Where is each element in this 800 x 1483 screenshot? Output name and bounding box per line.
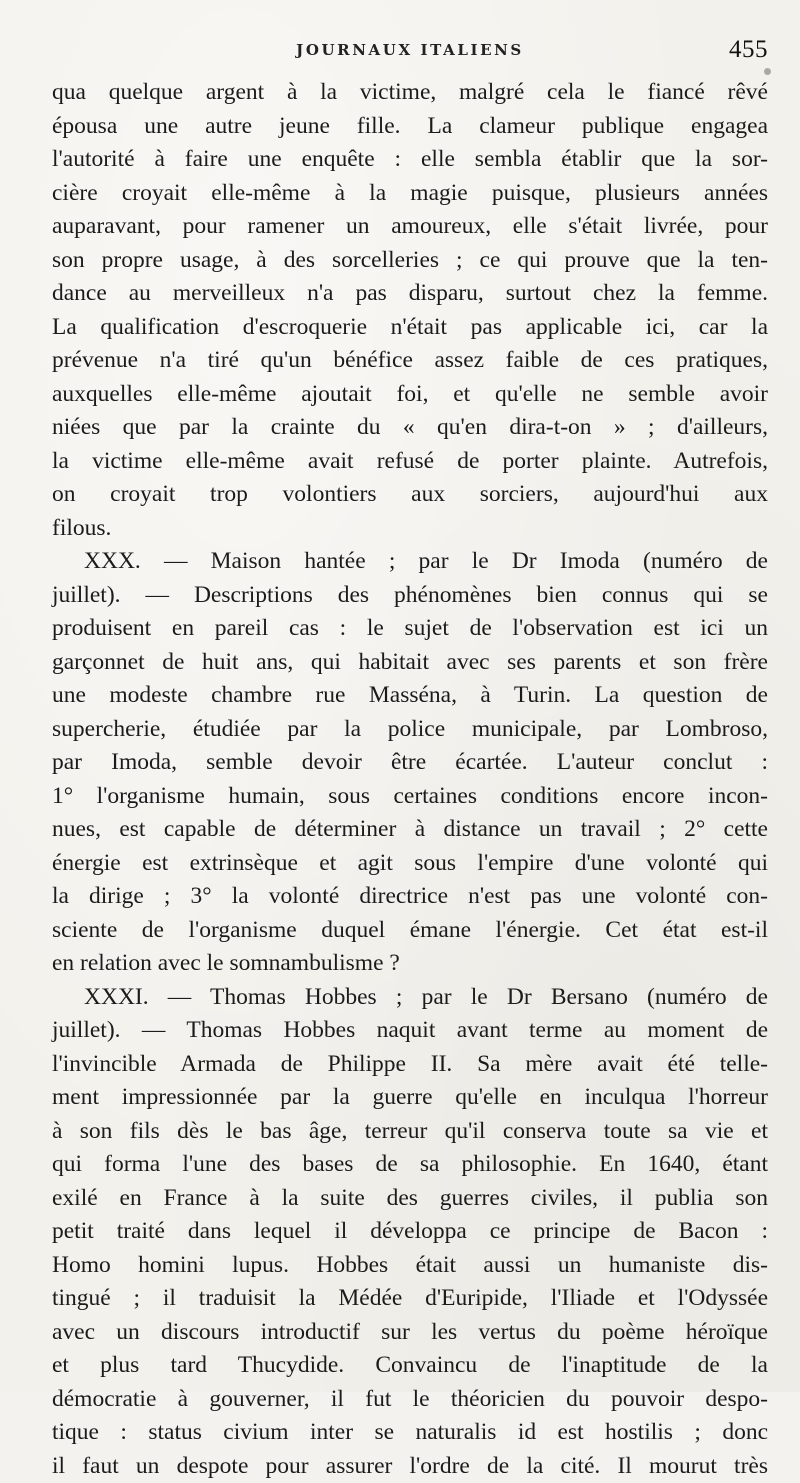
page-header	[52, 36, 768, 70]
text-line: la victime elle-même avait refusé de porter plainte. Autrefois,	[52, 445, 768, 479]
text-line: on croyait trop volontiers aux sorciers, aujourd'hui aux	[52, 478, 768, 512]
text-line: tingué ; il traduisit la Médée d'Euripide, l'Iliade et l'Odyssée	[52, 1282, 768, 1316]
text-line: Homo homini lupus. Hobbes était aussi un humaniste dis-	[52, 1249, 768, 1283]
text-line: La qualification d'escroquerie n'était pas applicable ici, car la	[52, 311, 768, 345]
page-number: 455	[729, 36, 768, 64]
text-line: cière croyait elle-même à la magie puisque, plusieurs années	[52, 177, 768, 211]
text-line: dance au merveilleux n'a pas disparu, surtout chez la femme.	[52, 277, 768, 311]
running-head: JOURNAUX ITALIENS	[52, 41, 768, 59]
text-line: juillet). — Thomas Hobbes naquit avant terme au moment de	[52, 1014, 768, 1048]
text-line: prévenue n'a tiré qu'un bénéfice assez faible de ces pratiques,	[52, 344, 768, 378]
text-line: tique : status civium inter se naturalis id est hostilis ; donc	[52, 1416, 768, 1450]
text-line: auparavant, pour ramener un amoureux, elle s'était livrée, pour	[52, 210, 768, 244]
text-line: énergie est extrinsèque et agit sous l'empire d'une volonté qui	[52, 847, 768, 881]
text-line: qui forma l'une des bases de sa philosophie. En 1640, étant	[52, 1148, 768, 1182]
text-line: ment impressionnée par la guerre qu'elle en inculqua l'horreur	[52, 1081, 768, 1115]
text-line: épousa une autre jeune fille. La clameur publique engagea	[52, 110, 768, 144]
text-line: auxquelles elle-même ajoutait foi, et qu'elle ne semble avoir	[52, 378, 768, 412]
section-xxx-heading-line: XXX. — Maison hantée ; par le Dr Imoda (numéro de	[52, 545, 768, 579]
paragraph-end-line: filous.	[52, 512, 768, 546]
text-line: garçonnet de huit ans, qui habitait avec ses parents et son frère	[52, 646, 768, 680]
text-line: 1° l'organisme humain, sous certaines conditions encore incon-	[52, 780, 768, 814]
text-line: et plus tard Thucydide. Convaincu de l'inaptitude de la	[52, 1349, 768, 1383]
body-text	[52, 76, 768, 1483]
text-line: par Imoda, semble devoir être écartée. L'auteur conclut :	[52, 746, 768, 780]
text-line: supercherie, étudiée par la police municipale, par Lombroso,	[52, 713, 768, 747]
text-line: niées que par la crainte du « qu'en dira-t-on » ; d'ailleurs,	[52, 411, 768, 445]
text-line: exilé en France à la suite des guerres civiles, il publia son	[52, 1182, 768, 1216]
text-line: l'autorité à faire une enquête : elle sembla établir que la sor-	[52, 143, 768, 177]
text-line: son propre usage, à des sorcelleries ; ce qui prouve que la ten-	[52, 244, 768, 278]
text-line: à son fils dès le bas âge, terreur qu'il conserva toute sa vie et	[52, 1115, 768, 1149]
paragraph-end-line: en relation avec le somnambulisme ?	[52, 947, 768, 981]
text-line: la dirige ; 3° la volonté directrice n'est pas une volonté con-	[52, 880, 768, 914]
text-line: qua quelque argent à la victime, malgré cela le fiancé rêvé	[52, 76, 768, 110]
text-line: une modeste chambre rue Masséna, à Turin. La question de	[52, 679, 768, 713]
text-line: il faut un despote pour assurer l'ordre de la cité. Il mourut très	[52, 1450, 768, 1483]
text-line: sciente de l'organisme duquel émane l'énergie. Cet état est-il	[52, 914, 768, 948]
text-line: nues, est capable de déterminer à distance un travail ; 2° cette	[52, 813, 768, 847]
text-line: petit traité dans lequel il développa ce principe de Bacon :	[52, 1215, 768, 1249]
text-line: produisent en pareil cas : le sujet de l'observation est ici un	[52, 612, 768, 646]
text-line: juillet). — Descriptions des phénomènes bien connus qui se	[52, 579, 768, 613]
text-line: avec un discours introductif sur les vertus du poème héroïque	[52, 1316, 768, 1350]
text-line: démocratie à gouverner, il fut le théoricien du pouvoir despo-	[52, 1383, 768, 1417]
ink-speck	[764, 68, 771, 75]
section-xxxi-heading-line: XXXI. — Thomas Hobbes ; par le Dr Bersano (numéro de	[52, 981, 768, 1015]
text-line: l'invincible Armada de Philippe II. Sa mère avait été telle-	[52, 1048, 768, 1082]
